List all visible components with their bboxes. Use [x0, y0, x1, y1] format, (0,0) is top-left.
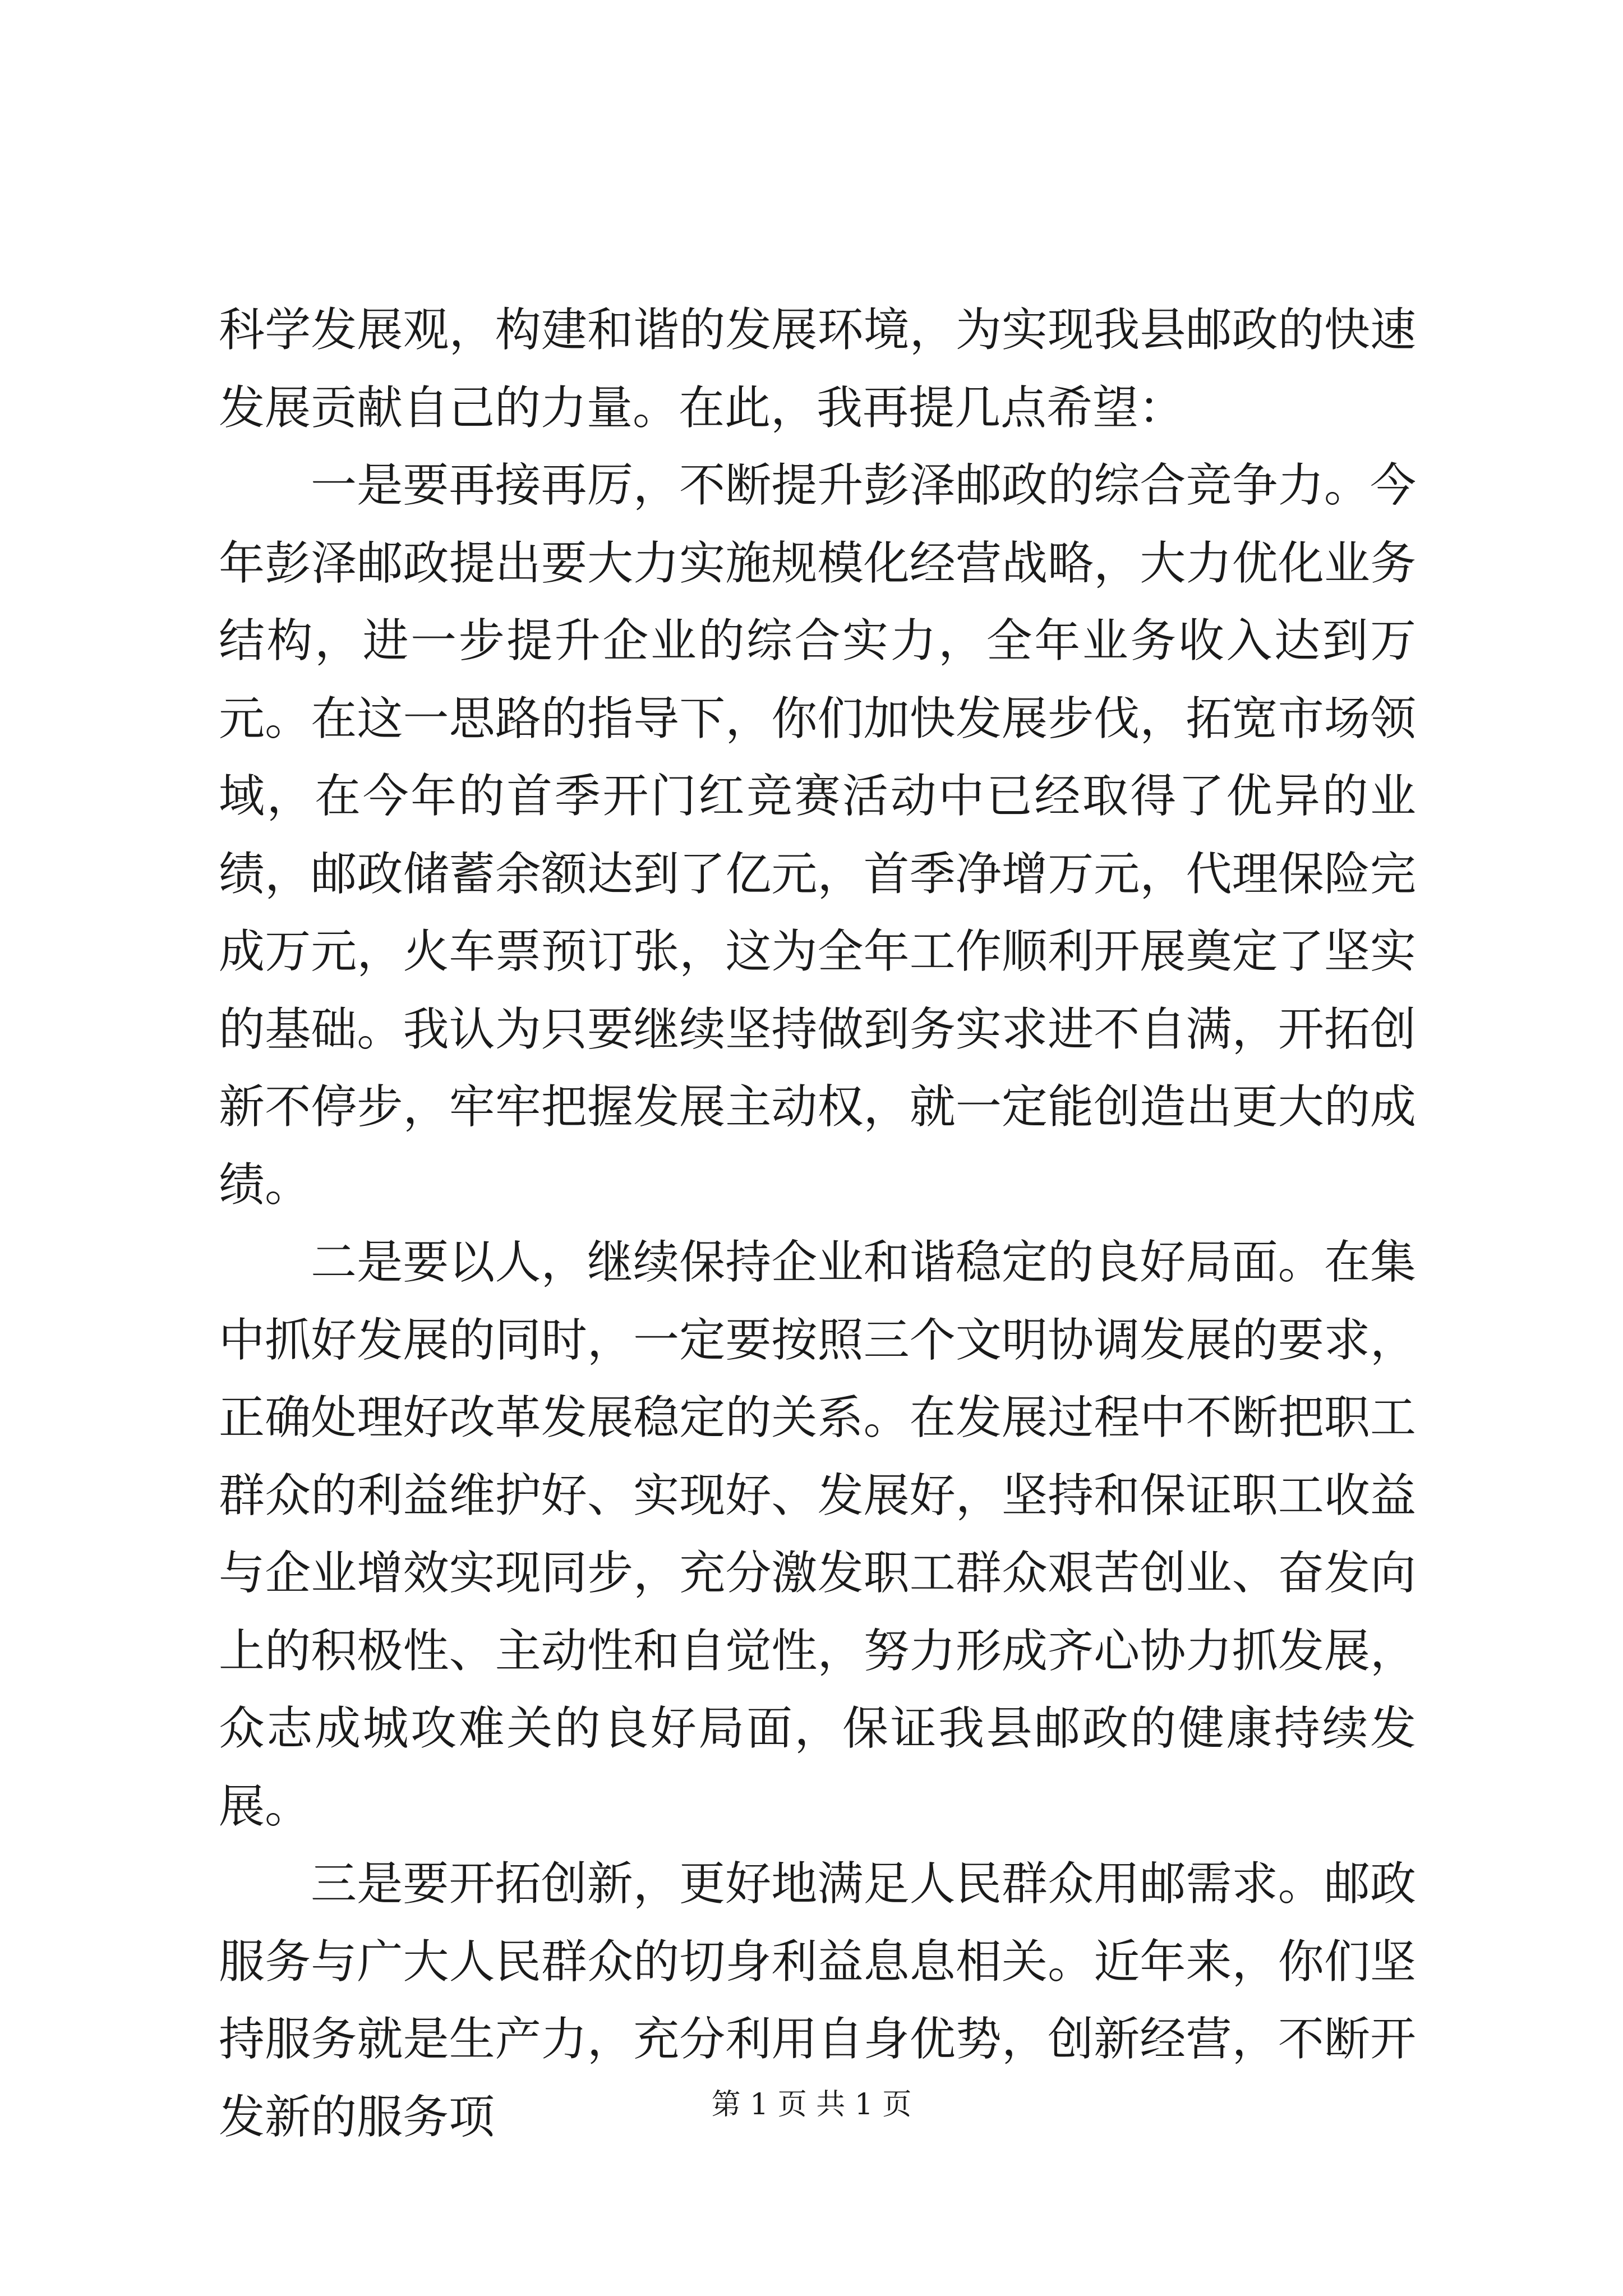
paragraph-point-three: 三是要开拓创新，更好地满足人民群众用邮需求。邮政服务与广大人民群众的切身利益息息相关。近年来，你们坚持服务就是生产力，充分利用自身优势，创新经营，不断开发新的服务项 [219, 1857, 1416, 2144]
page-footer: 第 1 页 共 1 页 [711, 2088, 912, 2122]
paragraph-point-one: 一是要再接再厉，不断提升彭泽邮政的综合竞争力。今年彭泽邮政提出要大力实施规模化经营战略，大力优化业务结构，进一步提升企业的综合实力，全年业务收入达到万元。在这一思路的指导下，你们加快发展步伐，拓宽市场领域，在今年的首季开门红竞赛活动中已经取得了优异的业绩，邮政储蓄余额达到了亿元，首季净增万元，代理保险完成万元，火车票预订张，这为全年工作顺利开展奠定了坚实的基础。我认为只要继续坚持做到务实求进不自满，开拓创新不停步，牢牢把握发展主动权，就一定能创造出更大的成绩。 [219, 459, 1416, 1212]
paragraph-point-two: 二是要以人，继续保持企业和谐稳定的良好局面。在集中抓好发展的同时，一定要按照三个文明协调发展的要求，正确处理好改革发展稳定的关系。在发展过程中不断把职工群众的利益维护好、实现好、发展好，坚持和保证职工收益与企业增效实现同步，充分激发职工群众艰苦创业、奋发向上的积极性、主动性和自觉性，努力形成齐心协力抓发展，众志成城攻难关的良好局面，保证我县邮政的健康持续发展。 [219, 1236, 1416, 1833]
paragraph-continuation: 科学发展观，构建和谐的发展环境，为实现我县邮政的快速发展贡献自己的力量。在此，我再提几点希望： [219, 303, 1416, 435]
document-body [219, 292, 1416, 2156]
